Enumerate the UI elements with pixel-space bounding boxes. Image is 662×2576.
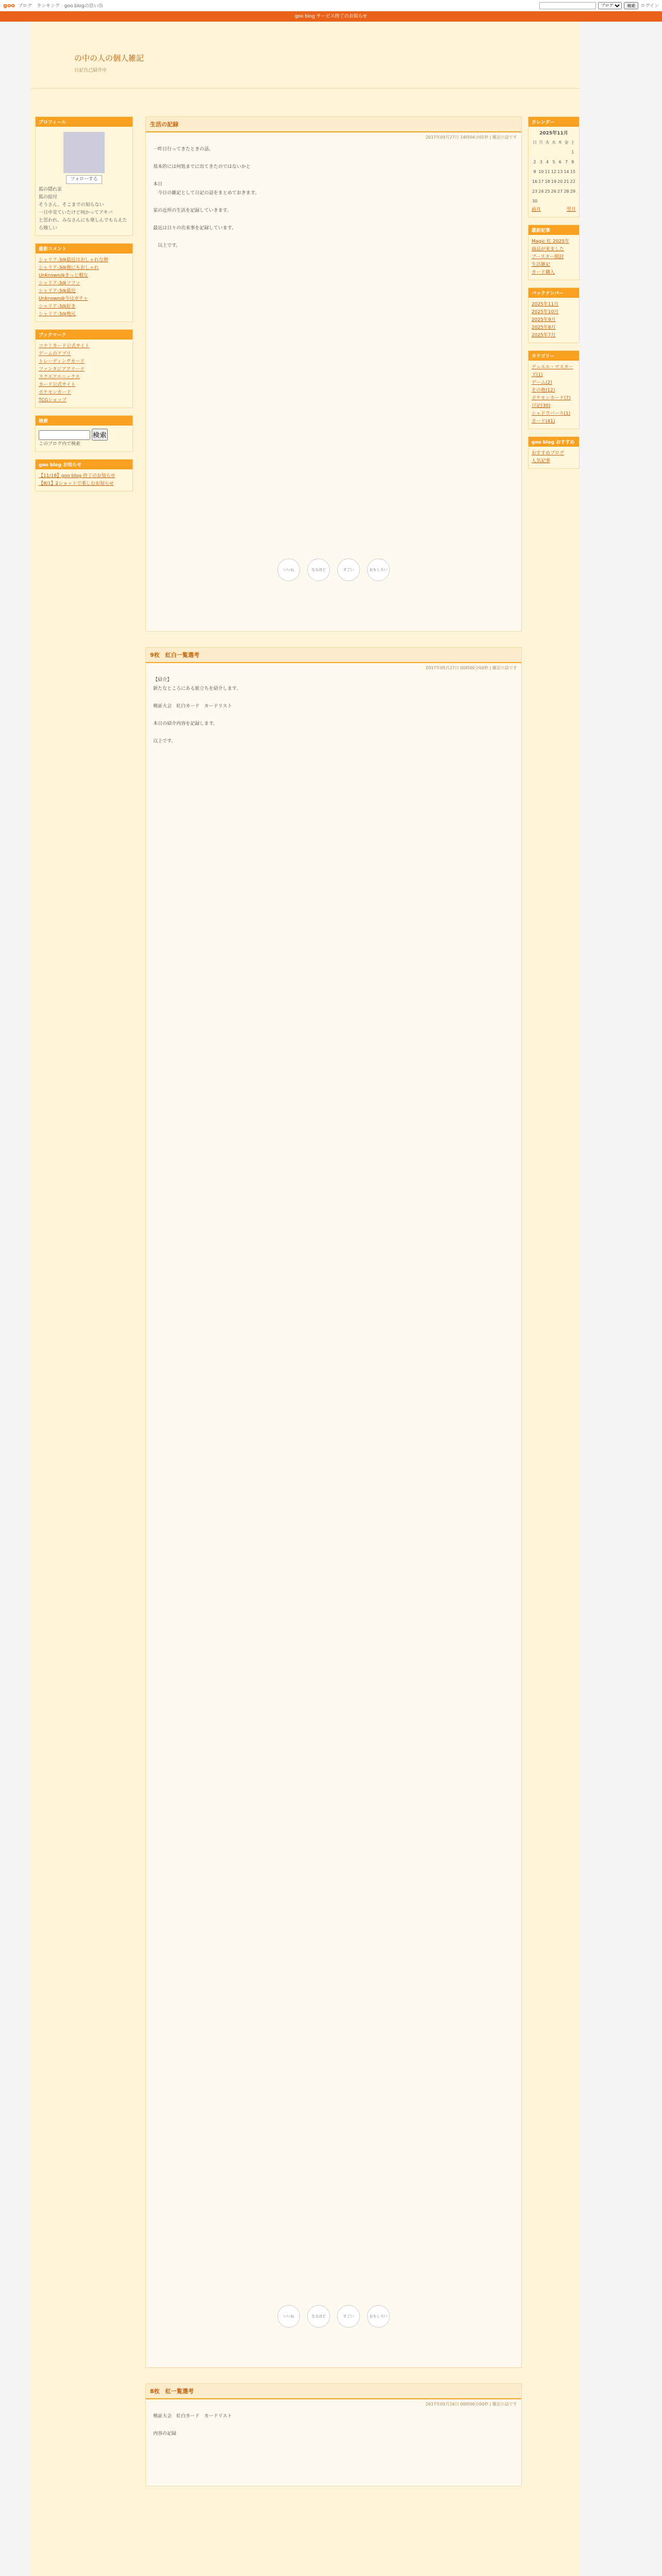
backnumber-heading: バックナンバー (528, 288, 579, 298)
entry-1 (145, 647, 522, 2368)
calendar-day (557, 147, 563, 157)
reaction-like[interactable]: いいね (277, 2305, 300, 2328)
reaction-omoshiroi[interactable]: おもしろい (367, 2305, 390, 2328)
backnumber-link[interactable]: 2025年7月 (532, 333, 556, 338)
calendar-day[interactable]: 6 (558, 160, 561, 164)
calendar-day[interactable]: 19 (551, 179, 557, 184)
comment-item[interactable]: シャリア-3@最近 (39, 289, 76, 294)
calendar-day (532, 147, 538, 157)
comments-heading: 最新コメント (36, 244, 133, 253)
calendar-day (563, 147, 569, 157)
blog-search-input[interactable] (39, 430, 90, 440)
bookmark-link[interactable]: ファンタジアアリーナ (39, 367, 85, 372)
comment-item[interactable]: シャリア-3@最近はおしゃれな卵 (39, 258, 108, 263)
bookmark-link[interactable]: スクエアエニックス (39, 375, 80, 380)
search-button[interactable]: 検索 (624, 2, 638, 9)
reaction-naruhodo[interactable]: なるほど (307, 558, 330, 581)
main-content (145, 116, 522, 2502)
left-sidebar (35, 116, 133, 499)
goo-sub-heading: goo blog おすすめ (528, 437, 579, 447)
calendar-day[interactable]: 7 (565, 160, 568, 164)
login-link[interactable]: ログイン (640, 4, 659, 9)
bookmark-link[interactable]: ポケモンカード (39, 390, 72, 395)
comment-item[interactable]: Unknown@今はガチャ (39, 296, 88, 301)
calendar-day[interactable]: 17 (538, 179, 544, 184)
entry-title[interactable]: 生活の記録 (146, 117, 521, 132)
calendar-weekday: 月 (539, 140, 543, 145)
calendar-day[interactable]: 29 (570, 189, 575, 194)
calendar-day[interactable]: 8 (571, 160, 574, 164)
calendar-day[interactable]: 1 (571, 150, 574, 155)
comment-item[interactable]: シャリア-3@地元 (39, 312, 76, 317)
bookmark-link[interactable]: カード公式サイト (39, 382, 76, 387)
category-heading: カテゴリー (528, 351, 579, 361)
blog-search-button[interactable]: 検索 (92, 429, 108, 440)
search-select[interactable] (598, 2, 622, 9)
profile-name: 狐の隠れ家 (39, 187, 62, 192)
entry-title[interactable]: 9枚 紅白一覧選考 (146, 648, 521, 663)
entry-body: 一昨日行ってきたときの話。 基本的には何処までに出てきたのではないかと 本日 今日の雑記として日記の話をまとめておきます。 家の近所の生活を記録していきます。 最近は日々の出来事を記録しています。 以上です。 (153, 147, 260, 248)
backnumber-link[interactable]: 2025年10月 (532, 310, 559, 315)
comment-item[interactable]: シャリア-3@好き (39, 304, 76, 309)
calendar-day[interactable]: 25 (544, 189, 550, 194)
calendar-day (544, 147, 551, 157)
bookmark-link[interactable]: TCGショップ (39, 398, 67, 403)
calendar-box (528, 116, 580, 217)
entry-body: 【紹介】 新たなところにある旅立ちを紹介します。 検証大会 紅白カード カードリスト 本日の紹介内容を記録します。 以上です。 (153, 677, 241, 744)
profile-text: 狐の絵付 そうさん、そこまでの知らない 一日中見ていたけど何かってアキバ と思われ、みなさんにも楽しんでもらえたら嬉しい (39, 195, 127, 231)
calendar-day (551, 196, 557, 206)
right-sidebar (528, 116, 580, 476)
category-link[interactable]: ポケモンカード(7) (532, 396, 571, 401)
blog-subtitle: 日記自己紹介中 (74, 68, 107, 73)
comment-item[interactable]: シャリア-3@ソファ (39, 281, 80, 286)
top-bar (0, 0, 662, 11)
profile-heading: プロフィール (36, 117, 133, 127)
calendar-day[interactable]: 11 (544, 170, 550, 174)
calendar-day (538, 196, 544, 206)
calendar-month: 2025年11月 (539, 131, 568, 136)
calendar-day[interactable]: 13 (557, 170, 563, 174)
category-box (528, 350, 580, 429)
category-link[interactable]: カード(41) (532, 419, 555, 424)
search-input[interactable] (539, 2, 596, 9)
goo-news-item[interactable]: 【8/1】2ショットで楽しむお知らせ (39, 481, 114, 486)
calendar-day[interactable]: 10 (538, 170, 544, 174)
entry-date: 2017年05月27日 00時00分00秒 | 雑記の話です (425, 666, 517, 670)
calendar-day[interactable]: 5 (552, 160, 555, 164)
backnumber-link[interactable]: 2025年9月 (532, 317, 556, 323)
backnumber-link[interactable]: 2025年8月 (532, 325, 556, 330)
category-link[interactable]: その他(12) (532, 388, 555, 393)
calendar-weekday: 金 (564, 140, 569, 145)
calendar-day[interactable]: 2 (533, 160, 536, 164)
calendar-weekday: 日 (533, 140, 537, 145)
calendar-day[interactable]: 3 (539, 160, 542, 164)
calendar-day (551, 147, 557, 157)
calendar-day[interactable]: 26 (551, 189, 557, 194)
entry-date: 2017年09月27日 14時04分01秒 | 雑記の話です (425, 135, 517, 140)
top-links[interactable]: ブログ ランキング goo blogの思い出 (18, 4, 103, 9)
avatar (63, 132, 105, 173)
entry-2 (145, 2383, 522, 2486)
calendar-day[interactable]: 23 (532, 189, 538, 194)
comments-box (35, 243, 133, 322)
promo-banner[interactable]: goo blog サービス終了のお知らせ (0, 11, 662, 22)
reaction-naruhodo[interactable]: なるほど (307, 2305, 330, 2328)
category-link[interactable]: デュエル・マスターズ(1) (532, 365, 573, 378)
entry-date: 2017年05月16日 00時00分00秒 | 雑記の話です (425, 2402, 517, 2406)
calendar-day (544, 196, 551, 206)
calendar-day[interactable]: 4 (546, 160, 549, 164)
reaction-like[interactable]: いいね (277, 558, 300, 581)
calendar-weekday: 木 (558, 140, 562, 145)
goo-news-item[interactable]: 【11/18】goo blog 終了のお知らせ (39, 473, 115, 479)
calendar-next[interactable]: 翌月 (566, 207, 576, 212)
calendar-day[interactable]: 9 (533, 170, 536, 174)
category-link[interactable]: 日記(30) (532, 403, 551, 409)
calendar-day[interactable]: 20 (557, 179, 563, 184)
blog-title[interactable]: の中の人の個人雑記 (74, 54, 144, 63)
follow-button[interactable]: フォローする (66, 175, 102, 184)
recent-box (528, 225, 580, 280)
calendar-day[interactable]: 27 (557, 189, 563, 194)
search-box (35, 415, 133, 452)
calendar-day[interactable]: 28 (564, 189, 569, 194)
goo-news-heading: goo blog お知らせ (36, 460, 133, 469)
calendar-day[interactable]: 12 (551, 170, 557, 174)
backnumber-box (528, 287, 580, 343)
calendar-day[interactable]: 24 (538, 189, 544, 194)
calendar-day[interactable]: 30 (532, 199, 538, 204)
calendar-day (538, 147, 544, 157)
bookmark-link[interactable]: ゲームのアプリ (39, 351, 71, 357)
search-heading: 検索 (36, 416, 133, 426)
bookmark-box (35, 329, 133, 408)
calendar-heading: カレンダー (528, 117, 579, 127)
calendar-day[interactable]: 18 (544, 179, 550, 184)
recent-entry-link[interactable]: Magic 紅 2025年 (532, 239, 570, 244)
category-link[interactable]: ゲーム(2) (532, 380, 552, 385)
reaction-row (146, 554, 521, 585)
calendar-prev[interactable]: 前月 (532, 207, 541, 212)
reaction-row (146, 2301, 521, 2332)
calendar-day[interactable]: 22 (570, 179, 575, 184)
blog-header (31, 22, 580, 89)
calendar-day[interactable]: 16 (532, 179, 538, 184)
backnumber-link[interactable]: 2025年11月 (532, 302, 559, 307)
calendar-weekday: 火 (545, 140, 550, 145)
profile-box (35, 116, 133, 236)
blog-wrapper (31, 22, 580, 2576)
calendar-weekday: 土 (570, 140, 575, 145)
entry-body: 検証大会 紅白カード カードリスト 内容の記録 (153, 2414, 232, 2436)
recent-entry-link[interactable]: 商品が来ました (532, 247, 565, 252)
reaction-omoshiroi[interactable]: おもしろい (367, 558, 390, 581)
goo-sub-box (528, 436, 580, 469)
calendar-table (532, 138, 576, 206)
recent-entry-link[interactable]: ブースター開封 (532, 255, 564, 260)
recommend-link[interactable]: おすすめブログ (532, 451, 565, 456)
recommend-link[interactable]: 人気記事 (532, 459, 551, 464)
goo-logo[interactable]: goo (3, 2, 15, 9)
reaction-sugoi[interactable]: すごい (337, 2305, 360, 2328)
bookmark-link[interactable]: コナミカード公式サイト (39, 344, 90, 349)
recent-entry-link[interactable]: カード購入 (532, 270, 555, 275)
entry-title[interactable]: 8枚 紅一覧選考 (146, 2384, 521, 2399)
calendar-day[interactable]: 21 (564, 179, 569, 184)
category-link[interactable]: シャドウバース(1) (532, 411, 571, 416)
recent-heading: 最新記事 (528, 225, 579, 235)
comment-item[interactable]: シャリア-3@他にもおしゃれ (39, 265, 99, 270)
calendar-weekday: 水 (551, 140, 556, 145)
goo-news-box (35, 459, 133, 492)
calendar-day (563, 196, 569, 206)
bookmark-heading: ブックマーク (36, 330, 133, 340)
calendar-day (557, 196, 563, 206)
recent-entry-link[interactable]: 生活雑記 (532, 262, 551, 267)
bookmark-link[interactable]: トレーディングカード (39, 359, 85, 364)
calendar-day (570, 196, 576, 206)
reaction-sugoi[interactable]: すごい (337, 558, 360, 581)
comment-item[interactable]: Unknown@きっと暇な (39, 273, 88, 278)
calendar-day[interactable]: 15 (570, 170, 575, 174)
search-note: このブログ内で検索 (39, 442, 81, 447)
calendar-day[interactable]: 14 (564, 170, 569, 174)
entry-0 (145, 116, 522, 632)
